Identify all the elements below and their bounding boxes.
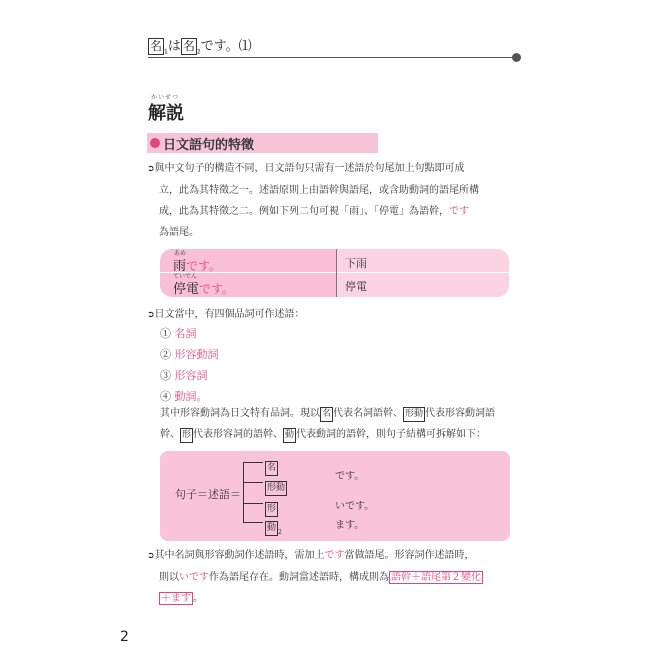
- title-ruby: かいせつ: [151, 94, 180, 101]
- list-item: [160, 365, 219, 386]
- diagram-row: [265, 455, 278, 476]
- noun-box: 名: [320, 407, 333, 422]
- formula-box: ＋ます: [161, 593, 191, 604]
- para3-text: 代表名詞語幹、: [333, 408, 404, 419]
- section-heading: 日文語句的特徵: [163, 138, 255, 153]
- list-label: 動詞。: [174, 390, 208, 403]
- arrow-bullet-icon: ➲: [147, 551, 155, 561]
- noun2-box: 名: [182, 39, 195, 53]
- noun-box: 名: [265, 461, 278, 476]
- para4-text: 當做語尾。形容詞作述語時，: [344, 550, 475, 561]
- para3-text: 代表動詞的語幹，則句子結構可拆解如下：: [296, 429, 487, 440]
- list-number: ③: [160, 369, 171, 382]
- list-item: [160, 323, 219, 344]
- diagram-row: [265, 515, 282, 536]
- example-2-translation: 停電: [345, 280, 367, 293]
- pos-list: [160, 323, 219, 407]
- para4-text: 其中名詞與形容動詞作述語時，需加上: [154, 550, 325, 561]
- example-1-translation: 下雨: [345, 257, 367, 270]
- list-item: [160, 344, 219, 365]
- diagram-row: [265, 475, 287, 496]
- noun1-box: 名: [150, 39, 163, 53]
- arrow-bullet-icon: ➲: [147, 164, 155, 174]
- diagram-left-label: 句子＝述語＝: [175, 488, 241, 501]
- noun1-subscript: 1: [164, 48, 168, 56]
- diagram-row: [265, 496, 278, 517]
- page-number: 2: [120, 629, 129, 645]
- paragraph-3: [160, 403, 520, 445]
- para4-text: 。: [193, 593, 203, 604]
- list-label: 形容動詞: [174, 348, 219, 361]
- arrow-bullet-icon: ➲: [147, 310, 155, 320]
- particle: は: [167, 39, 181, 54]
- verb-box: 動: [283, 428, 296, 443]
- idesu-suffix: いです。: [335, 501, 375, 512]
- desu-highlight: です: [449, 206, 469, 217]
- bracket-tick: [243, 522, 263, 523]
- example-1-stem: 雨: [173, 259, 187, 274]
- formula-box: 語幹＋語尾第２變化: [391, 572, 481, 583]
- para4-text: 則以: [159, 572, 179, 583]
- list-number: ②: [160, 348, 171, 361]
- chapter-header: [148, 35, 252, 56]
- para2-intro: 日文當中，有四個品詞可作述語：: [154, 309, 305, 320]
- example-column-divider: [336, 249, 337, 297]
- paragraph-1: [147, 158, 517, 243]
- para1-line1: 與中文句子的構造不同，日文語句只需有一述語於句尾加上句點即可成: [154, 163, 465, 174]
- noun2-subscript: 2: [196, 48, 201, 56]
- page-title: 解説: [148, 103, 184, 124]
- para1-line2: 立，此為其特徵之一。述語原則上由語幹與語尾，或含助動詞的語尾所構: [159, 185, 479, 196]
- bracket-tick: [243, 462, 263, 463]
- para4-text: 作為語尾存在。動詞當述語時，構成則為: [209, 572, 389, 583]
- para3-text: 幹、: [160, 429, 180, 440]
- para1-line3: 成，此為其特徵之二。例如下列二句可視「雨」、「停電」為語幹，: [159, 206, 449, 217]
- example-1-ending: です。: [186, 259, 222, 273]
- bracket-tick: [243, 503, 263, 504]
- idesu-highlight: いです: [179, 572, 209, 583]
- paragraph-4: [147, 545, 522, 609]
- header-rule: [148, 57, 514, 58]
- para1-line4: 為語尾。: [159, 227, 199, 238]
- list-label: 形容詞: [174, 369, 208, 382]
- bracket-line: [243, 462, 244, 523]
- example-2-ruby: ていでん: [173, 273, 198, 280]
- example-1-ruby: あめ: [174, 250, 187, 257]
- adj-box: 形: [265, 502, 278, 517]
- desu-highlight: です: [324, 550, 345, 561]
- verb-box: 動: [265, 521, 278, 536]
- example-2-stem: 停電: [173, 282, 200, 297]
- verb-subscript: 2: [278, 529, 282, 537]
- para3-text: 其中形容動詞為日文特有品詞。現以: [160, 408, 320, 419]
- adjv-box: 形動: [265, 481, 287, 496]
- example-2-ending: です。: [199, 282, 235, 296]
- adjv-box: 形動: [403, 407, 425, 422]
- para3-text: 代表形容動詞語: [425, 408, 496, 419]
- example-2-sentence: [173, 278, 234, 297]
- header-rule-dot: [512, 53, 521, 62]
- list-label: 名詞: [174, 327, 197, 340]
- list-number: ④: [160, 390, 171, 403]
- para3-text: 代表形容詞的語幹、: [193, 429, 284, 440]
- masu-suffix: ます。: [335, 520, 365, 531]
- adj-box: 形: [180, 428, 193, 443]
- bracket-tick: [243, 482, 263, 483]
- desu-suffix: です。: [335, 471, 365, 482]
- header-rest: です。⑴: [200, 39, 252, 54]
- list-number: ①: [160, 327, 171, 340]
- bullet-dot-icon: [150, 138, 160, 148]
